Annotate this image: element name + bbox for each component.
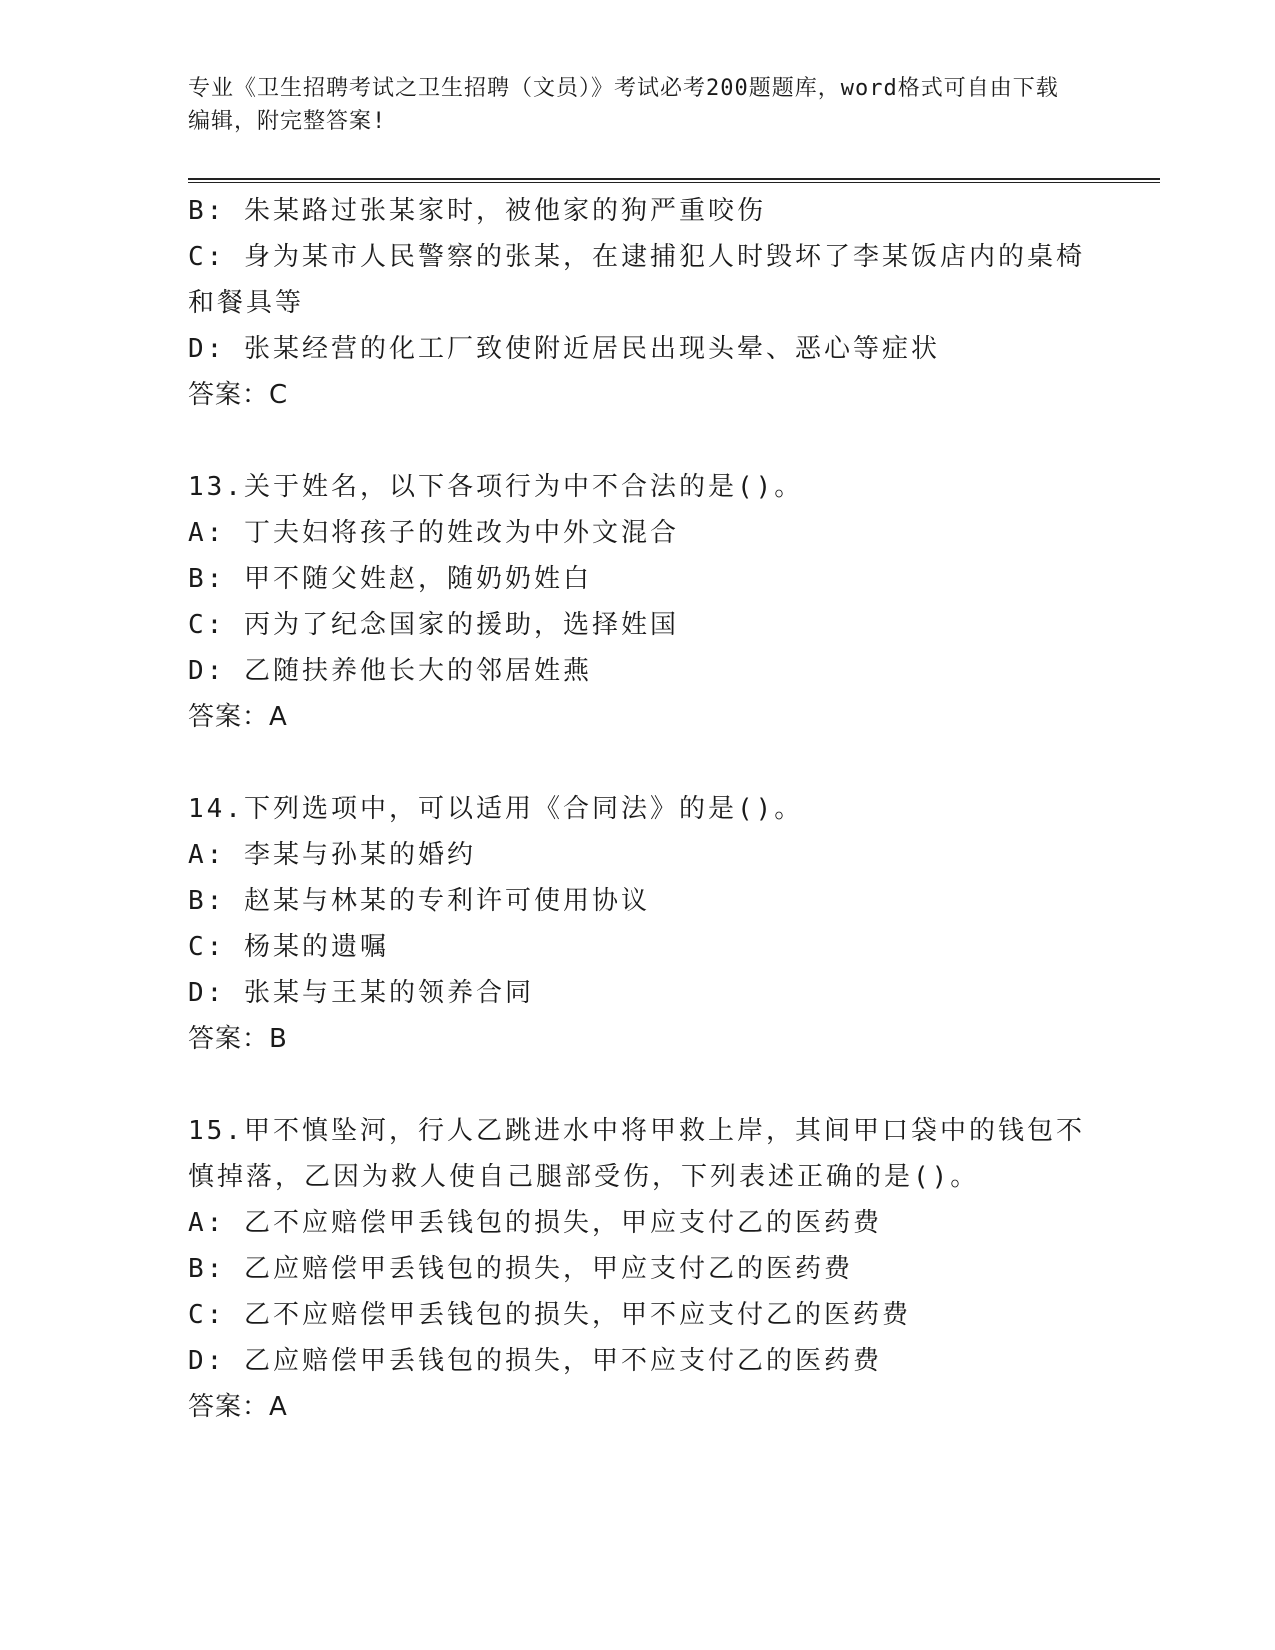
option-c-line1: C: 身为某市人民警察的张某，在逮捕犯人时毁坏了李某饭店内的桌椅 xyxy=(188,242,1085,272)
spacer xyxy=(188,418,1088,464)
question-text: 13.关于姓名，以下各项行为中不合法的是()。 xyxy=(188,472,804,502)
option-b: B: 赵某与林某的专利许可使用协议 xyxy=(188,886,650,916)
question-14 xyxy=(188,786,1088,1062)
answer: 答案：A xyxy=(188,1392,288,1422)
question-13 xyxy=(188,464,1088,740)
option-c-line2: 和餐具等 xyxy=(188,288,305,318)
divider-line-thin xyxy=(188,182,1160,183)
question-content xyxy=(188,188,1088,1430)
answer: 答案：B xyxy=(188,1024,288,1054)
question-12 xyxy=(188,188,1088,418)
option-c: C: 杨某的遗嘱 xyxy=(188,932,389,962)
header-divider xyxy=(188,178,1160,184)
option-d: D: 乙应赔偿甲丢钱包的损失，甲不应支付乙的医药费 xyxy=(188,1346,882,1376)
question-15 xyxy=(188,1108,1088,1430)
option-a: A: 丁夫妇将孩子的姓改为中外文混合 xyxy=(188,518,679,548)
question-text: 14.下列选项中，可以适用《合同法》的是()。 xyxy=(188,794,804,824)
document-header xyxy=(188,72,1068,138)
option-b: B: 乙应赔偿甲丢钱包的损失，甲应支付乙的医药费 xyxy=(188,1254,853,1284)
spacer xyxy=(188,740,1088,786)
question-text-line2: 慎掉落，乙因为救人使自己腿部受伤，下列表述正确的是()。 xyxy=(188,1162,980,1192)
option-d: D: 张某经营的化工厂致使附近居民出现头晕、恶心等症状 xyxy=(188,334,940,364)
option-b: B: 朱某路过张某家时，被他家的狗严重咬伤 xyxy=(188,196,766,226)
answer: 答案：C xyxy=(188,380,289,410)
option-c: C: 乙不应赔偿甲丢钱包的损失，甲不应支付乙的医药费 xyxy=(188,1300,911,1330)
spacer xyxy=(188,1062,1088,1108)
option-b: B: 甲不随父姓赵，随奶奶姓白 xyxy=(188,564,592,594)
answer: 答案：A xyxy=(188,702,288,732)
option-a: A: 李某与孙某的婚约 xyxy=(188,840,476,870)
header-title: 专业《卫生招聘考试之卫生招聘（文员）》考试必考200题题库，word格式可自由下载编辑，附完整答案! xyxy=(188,76,1059,134)
option-d: D: 张某与王某的领养合同 xyxy=(188,978,534,1008)
question-text-line1: 15.甲不慎坠河，行人乙跳进水中将甲救上岸，其间甲口袋中的钱包不 xyxy=(188,1116,1085,1146)
option-a: A: 乙不应赔偿甲丢钱包的损失，甲应支付乙的医药费 xyxy=(188,1208,882,1238)
option-c: C: 丙为了纪念国家的援助，选择姓国 xyxy=(188,610,679,640)
option-d: D: 乙随扶养他长大的邻居姓燕 xyxy=(188,656,592,686)
divider-line-thick xyxy=(188,178,1160,180)
